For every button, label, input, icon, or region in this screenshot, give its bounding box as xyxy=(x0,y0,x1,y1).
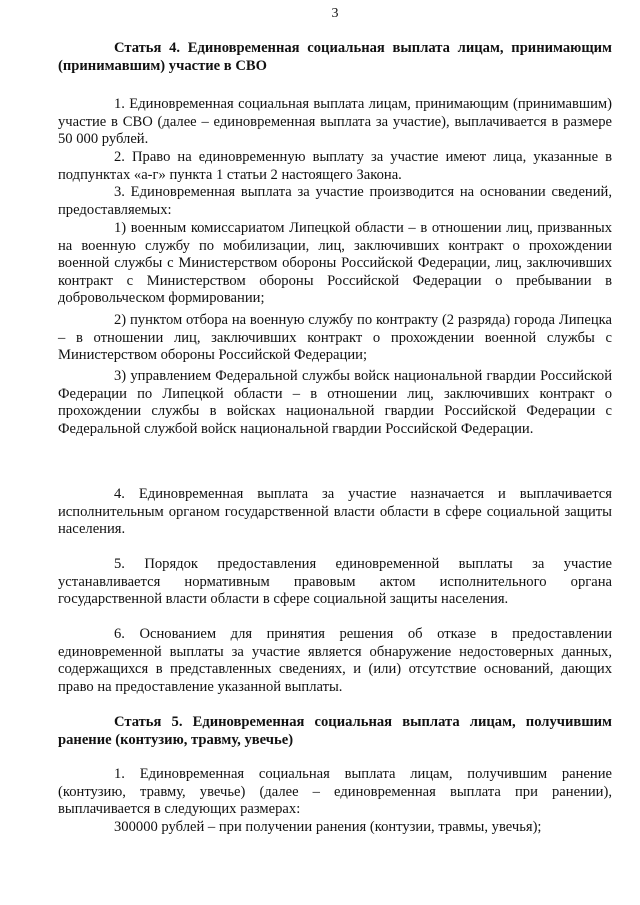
article-4-subparagraph-1: 1) военным комиссариатом Липецкой области – в отношении лиц, призванных на военную службу по мобилизации, лиц, заключивших контракт о прохождении военной службы с Министерством обороны Российской Федерации, лиц, заключивших контракт с Министерством обороны Российской Федерации о пребывании в добровольческом формировании; xyxy=(58,220,612,307)
article-5-title: Статья 5. Единовременная социальная выплата лицам, получившим ранение (контузию, травму, увечье) xyxy=(58,714,612,748)
article-4-paragraph-3: 3. Единовременная выплата за участие производится на основании сведений, предоставляемых: xyxy=(58,184,612,218)
article-4-paragraph-1: 1. Единовременная социальная выплата лицам, принимающим (принимавшим) участие в СВО (далее – единовременная выплата за участие), выплачивается в размере 50 000 рублей. xyxy=(58,96,612,148)
page-number: 3 xyxy=(331,6,339,21)
article-4-subparagraph-2: 2) пунктом отбора на военную службу по контракту (2 разряда) города Липецка – в отношении лиц, заключивших контракт о прохождении военной службы с Министерством обороны Российской Федерации; xyxy=(58,312,612,364)
article-4-paragraph-6: 6. Основанием для принятия решения об отказе в предоставлении единовременной выплаты за участие является обнаружение недостоверных данных, содержащихся в представленных сведениях, и (или) отсутствие оснований, дающих право на предоставление указанной выплаты. xyxy=(58,626,612,695)
document-page xyxy=(58,0,612,905)
article-5-paragraph-1: 1. Единовременная социальная выплата лицам, получившим ранение (контузию, травму, увечье) (далее – единовременная выплата при ранении), выплачивается в следующих размерах: xyxy=(58,766,612,818)
article-5-amount-item-1: 300000 рублей – при получении ранения (контузии, травмы, увечья); xyxy=(114,819,542,835)
article-4-paragraph-2: 2. Право на единовременную выплату за участие имеют лица, указанные в подпунктах «а-г» пункта 1 статьи 2 настоящего Закона. xyxy=(58,149,612,183)
article-4-title: Статья 4. Единовременная социальная выплата лицам, принимающим (принимавшим) участие в СВО xyxy=(58,40,612,74)
article-4-paragraph-5: 5. Порядок предоставления единовременной выплаты за участие устанавливается нормативным правовым актом исполнительного органа государственной власти области в сфере социальной защиты населения. xyxy=(58,556,612,608)
article-4-paragraph-4: 4. Единовременная выплата за участие назначается и выплачивается исполнительным органом государственной власти области в сфере социальной защиты населения. xyxy=(58,486,612,538)
article-4-subparagraph-3: 3) управлением Федеральной службы войск национальной гвардии Российской Федерации по Липецкой области – в отношении лиц, заключивших контракт о прохождении службы в войсках национальной гвардии Российской Федерации с Федеральной службой войск национальной гвардии Российской Федерации. xyxy=(58,368,612,437)
